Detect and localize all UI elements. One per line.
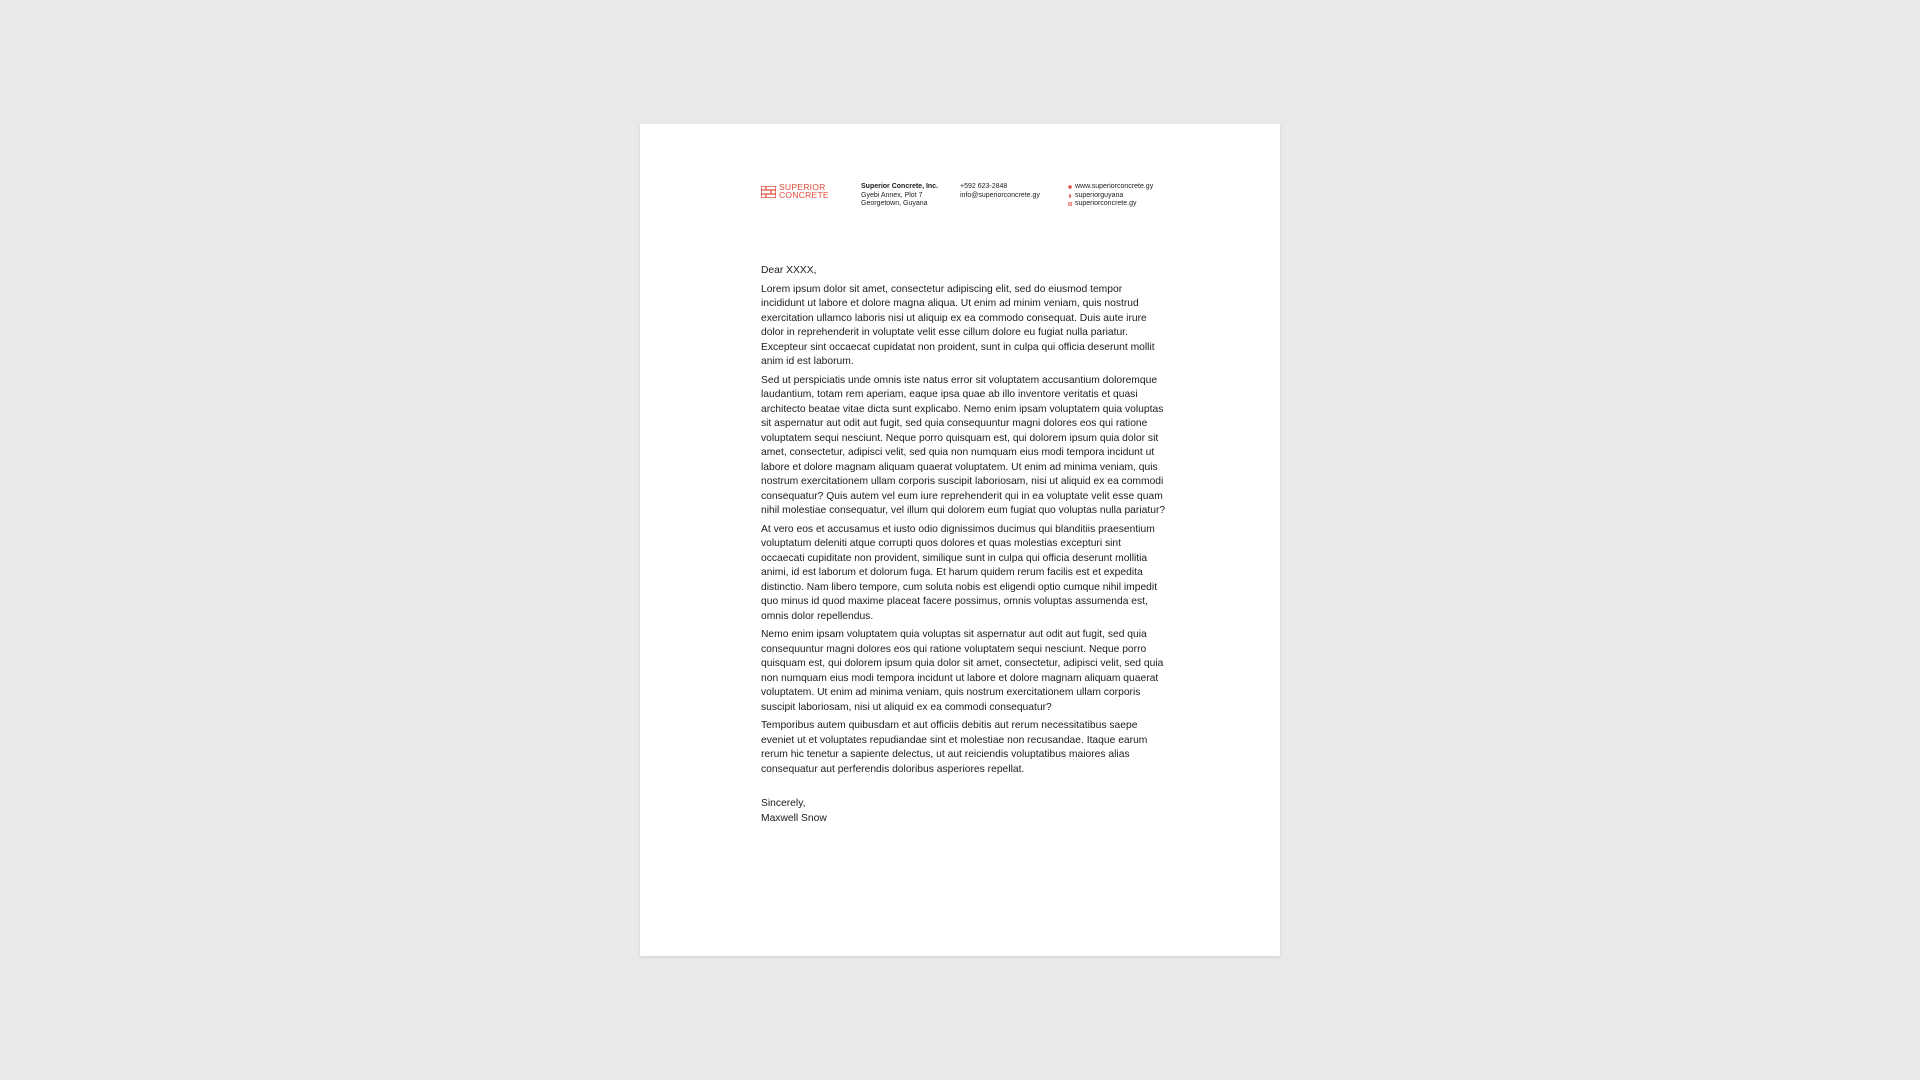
- instagram-icon: [1068, 202, 1072, 206]
- letterhead: [761, 179, 1159, 215]
- letter-body: [761, 264, 1167, 826]
- social-instagram-text: superiorconcrete.gy: [1075, 200, 1137, 208]
- letter-closing: [761, 797, 1167, 826]
- social-facebook[interactable]: [1068, 192, 1153, 201]
- logo-line-1: SUPERIOR: [779, 182, 826, 192]
- signature-name: Maxwell Snow: [761, 812, 827, 824]
- logo-wordmark: [779, 183, 829, 200]
- paragraph-5: Temporibus autem quibusdam et aut officiis debitis aut rerum necessitatibus saepe eveniet ut et voluptates repudiandae sint et molestiae non recusandae. Itaque earum rerum hic tenetur a sapiente delectus, ut aut reiciendis voluptatibus maiores alias consequatur aut perferendis doloribus asperiores repellat.: [761, 720, 1148, 775]
- closing-phrase: Sincerely,: [761, 798, 806, 809]
- social-facebook-text: superiorguyana: [1075, 191, 1124, 199]
- paragraph-3: At vero eos et accusamus et iusto odio dignissimos ducimus qui blanditiis praesentium voluptatum deleniti atque corrupti quos dolores et quas molestias excepturi sint occaecati cupiditate non provident, similique sunt in culpa qui officia deserunt mollitia animi, id est laborum et dolorum fuga. Et harum quidem rerum facilis est et expedita distinctio. Nam libero tempore, cum soluta nobis est eligendi optio cumque nihil impedit quo minus id quod maxime placeat facere possimus, omnis voluptas assumenda est, omnis dolor repellendus.: [761, 523, 1158, 622]
- facebook-icon: [1068, 194, 1072, 198]
- salutation: Dear XXXX,: [761, 265, 817, 276]
- globe-icon: [1068, 185, 1072, 189]
- paragraph-4: Nemo enim ipsam voluptatem quia voluptas sit aspernatur aut odit aut fugit, sed quia consequuntur magni dolores eos qui ratione voluptatem sequi nesciunt. Neque porro quisquam est, qui dolorem ipsum quia dolor sit amet, consectetur, adipisci velit, sed quia non numquam eius modi tempora incidunt ut labore et dolore magnam aliquam quaerat voluptatem. Ut enim ad minima veniam, quis nostrum exercitationem ullam corporis suscipit laboriosam, nisi ut aliquid ex ea commodi consequatur?: [761, 629, 1164, 713]
- address-street: Gyebi Annex, Plot 7: [861, 191, 923, 199]
- social-website-text: www.superiorconcrete.gy: [1075, 183, 1154, 190]
- company-address: [861, 183, 938, 209]
- contact-email[interactable]: info@superiorconcrete.gy: [960, 191, 1040, 199]
- paragraph-1: Lorem ipsum dolor sit amet, consectetur adipiscing elit, sed do eiusmod tempor incididunt ut labore et dolore magna aliqua. Ut enim ad minim veniam, quis nostrud exercitation ullamco laboris nisi ut aliquip ex ea commodo consequat. Duis aute irure dolor in reprehenderit in voluptate velit esse cillum dolore eu fugiat nulla pariatur. Excepteur sint occaecat cupidatat non proident, sunt in culpa qui officia deserunt mollit anim id est laborum.: [761, 283, 1155, 367]
- social-instagram[interactable]: [1068, 200, 1153, 209]
- company-logo: [761, 183, 835, 203]
- contact-phone[interactable]: +592 623-2848: [960, 183, 1008, 190]
- address-city: Georgetown, Guyana: [861, 200, 928, 208]
- company-contact: [960, 183, 1040, 200]
- logo-mark-icon: [761, 186, 776, 198]
- logo-line-2: CONCRETE: [779, 190, 829, 201]
- letter-page: [640, 124, 1280, 956]
- company-name: Superior Concrete, Inc.: [861, 183, 939, 190]
- social-website[interactable]: [1068, 183, 1153, 192]
- company-social: [1068, 183, 1153, 209]
- paragraph-2: Sed ut perspiciatis unde omnis iste natus error sit voluptatem accusantium doloremque laudantium, totam rem aperiam, eaque ipsa quae ab illo inventore veritatis et quasi architecto beatae vitae dicta sunt explicabo. Nemo enim ipsam voluptatem quia voluptas sit aspernatur aut odit aut fugit, sed quia consequuntur magni dolores eos qui ratione voluptatem sequi nesciunt. Neque porro quisquam est, qui dolorem ipsum quia dolor sit amet, consectetur, adipisci velit, sed quia non numquam eius modi tempora incidunt ut labore et dolore magnam aliquam quaerat voluptatem. Ut enim ad minima veniam, quis nostrum exercitationem ullam corporis suscipit laboriosam, nisi ut aliquid ex ea commodi consequatur? Quis autem vel eum iure reprehenderit qui in ea voluptate velit esse quam nihil molestiae consequatur, vel illum qui dolorem eum fugiat quo voluptas nulla pariatur?: [761, 374, 1166, 516]
